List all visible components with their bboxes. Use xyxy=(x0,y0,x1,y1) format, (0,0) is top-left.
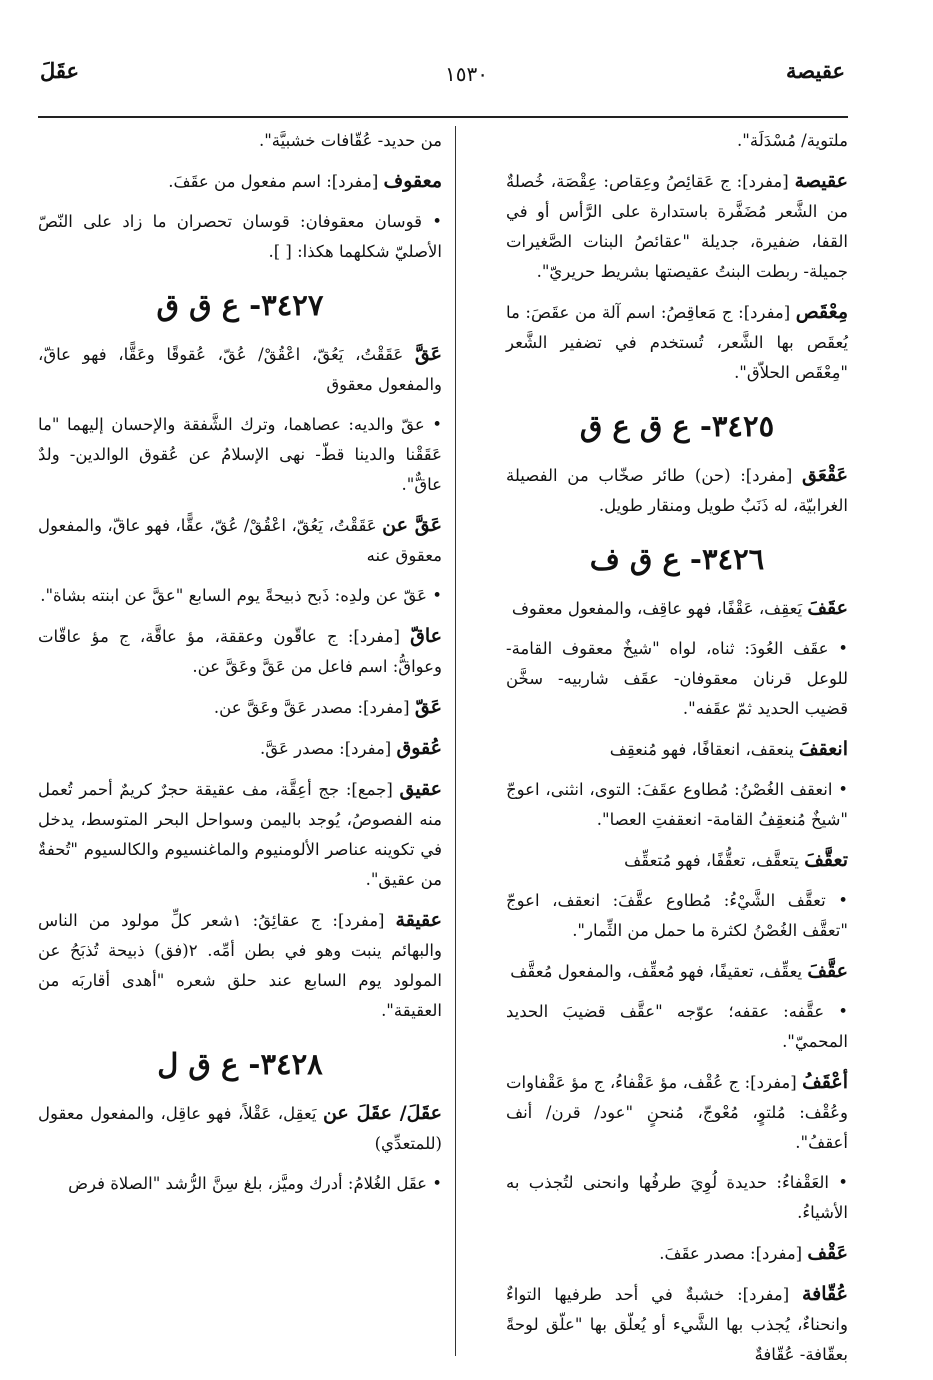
entry-definition: [مفرد]: مصدر عَقَّ. xyxy=(260,739,397,758)
entry-definition: من حديد- عُقّافات خشبيَّة". xyxy=(258,131,442,150)
entry-definition: • العَقْفاءُ: حديدة لُوِيَ طرفُها وانحنى لتُجذب به الأشياءُ. xyxy=(506,1173,848,1222)
dictionary-entry xyxy=(38,126,442,156)
header-divider xyxy=(38,116,848,118)
dictionary-entry xyxy=(38,581,442,611)
column-divider xyxy=(455,126,456,1356)
entry-definition: ينعقف، انعقافًا، فهو مُنعقِف xyxy=(609,740,799,759)
entry-headword: عقيصة xyxy=(794,170,848,192)
entry-definition: [مفرد]: ج عاقّون وعققة، مؤ عاقَّة، ج مؤ عاقّات وعواقُّ: اسم فاعل من عَقَّ وعَقَّ عن. xyxy=(38,627,442,676)
entry-definition: [مفرد]: مصدر عقَفَ. xyxy=(659,1244,808,1263)
dictionary-entry xyxy=(38,621,442,682)
dictionary-entry xyxy=(506,297,848,388)
entry-definition: عَقَقْتُ، يَعُقّ، اعْقُقْ/ عُقّ، عُقوقًا وعَقًّا، فهو عاقّ، والمفعول معقوق xyxy=(38,345,442,394)
entry-definition: [مفرد]: خشبةٌ في أحد طرفيها التواءٌ وانحناءٌ، يُجذب بها الشَّيء أو يُعلّق بها "علّق لوحةً بعقّافة- عُقّافةٌ xyxy=(506,1285,848,1364)
dictionary-entry xyxy=(38,166,442,197)
section-heading: ٣٤٢٦- ع ق ف xyxy=(589,542,765,576)
dictionary-entry xyxy=(38,510,442,571)
right-column xyxy=(506,126,848,1380)
dictionary-entry xyxy=(38,905,442,1026)
entry-definition: • قوسان معقوفان: قوسان تحصران ما زاد على النّصّ الأصليّ شكلهما هكذا: [ ]. xyxy=(38,212,442,261)
entry-definition: [مفرد]: ج عقائِقُ: ١شعر كلِّ مولود من الناس والبهائم ينبت وهو في بطن أمِّه. ٢(فق) ذبيحة تُذبَحُ عن المولود يوم السابع عند حلق شعره "أهدى أقاربَه من العقيقة". xyxy=(38,911,442,1020)
entry-definition: • تعقَّف الشَّيْءُ: مُطاوع عقَّفَ: انعقف، اعوجّ "تعقَّف الغُصْنُ لكثرة ما حمل من الثِّمار". xyxy=(506,891,848,940)
dictionary-entry xyxy=(506,1279,848,1370)
entry-definition: • عقَّفه: عقفه؛ عوّجه "عقَّف قضيبَ الحديد المحميّ". xyxy=(506,1002,848,1051)
dictionary-entry xyxy=(506,126,848,156)
entry-headword: معقوف xyxy=(383,170,442,192)
entry-headword: عقَلَ/ عقَلَ عن xyxy=(322,1102,442,1124)
entry-headword: تعقَّفَ xyxy=(804,849,848,871)
dictionary-entry xyxy=(506,734,848,765)
header-right-word: عقيصة xyxy=(786,58,845,83)
entry-headword: عَقْعَق xyxy=(802,464,848,486)
entry-headword: عَقْف xyxy=(807,1242,848,1264)
entry-definition: يتعقَّف، تعقُّفًا، فهو مُتعقِّف xyxy=(624,851,805,870)
entry-headword: عاقّ xyxy=(410,625,442,647)
section-heading: ٣٤٢٨- ع ق ل xyxy=(157,1047,323,1081)
entry-definition: • عقَف العُودَ: ثناه، لواه "شيخٌ معقوف القامة- للوعل قرنان معقوفان- عقَف شاربيه- سخَّن قضيب الحديد ثمّ عقَفه". xyxy=(506,639,848,718)
entry-definition: عَقَقْتُ، يَعُقّ، اعْقُقْ/ عُقّ، عقًّا، فهو عاقّ، والمفعول معقوق عنه xyxy=(38,516,442,565)
entry-headword: عقيقة xyxy=(395,909,442,931)
entry-headword: عقَّفَ xyxy=(807,960,848,982)
entry-definition: • انعقف الغُصْنُ: مُطاوع عقَفَ: التوى، انثنى، اعوجّ "شيخٌ مُنعقِفُ القامة- انعقفتِ العصا". xyxy=(506,780,848,829)
dictionary-entry xyxy=(506,775,848,835)
entry-definition: [مفرد]: اسم مفعول من عقَفَ. xyxy=(168,172,384,191)
entry-definition: • عقَل الغُلامُ: أدرك وميَّز، بلغ سِنَّ الرُّشد "الصلاة فرض xyxy=(68,1174,442,1193)
dictionary-entry xyxy=(38,339,442,400)
entry-definition: [مفرد]: مصدر عَقَّ وعَقَّ عن. xyxy=(213,698,415,717)
entry-definition: يعقِّف، تعقيفًا، فهو مُعقِّف، والمفعول مُعقَّف xyxy=(510,962,808,981)
entry-headword: عَقّ xyxy=(414,696,442,718)
entry-headword: عَقَّ عن xyxy=(382,514,442,536)
entry-definition: [مفرد]: ج مَعاقِصُ: اسم آلة من عقَصَ: ما يُعقَص بها الشَّعر، تُستخدم في تضفير الشَّعر "مِعْقَص الحلاّق". xyxy=(506,303,848,382)
entry-definition: ملتوية/ مُسْدَلَة". xyxy=(737,131,848,150)
page-number: ١٥٣٠ xyxy=(445,62,488,86)
header-left-word: عقَلَ xyxy=(40,58,80,83)
dictionary-entry xyxy=(506,1067,848,1158)
entry-definition: يَعقِف، عَقْفًا، فهو عاقِف، والمفعول معقوف xyxy=(511,599,808,618)
entry-definition: يَعقِل، عَقْلاً، فهو عاقِل، والمفعول معقول (للمتعدِّي) xyxy=(38,1104,442,1153)
dictionary-entry xyxy=(38,692,442,723)
left-column xyxy=(38,126,442,1209)
dictionary-entry xyxy=(506,1168,848,1228)
dictionary-entry xyxy=(38,1098,442,1159)
dictionary-entry xyxy=(506,166,848,287)
dictionary-entry xyxy=(506,593,848,624)
dictionary-entry xyxy=(38,1169,442,1199)
dictionary-entry xyxy=(38,410,442,500)
dictionary-entry xyxy=(38,207,442,267)
entry-definition: [جمع]: جج أعِقَّة، مف عقيقة حجرٌ كريمٌ أحمر تُعمل منه الفصوصُ، يُوجد باليمن وسواحل البحر المتوسط، يدخل في تكوينه عناصر الألومنيوم والماغنسيوم والكالسيوم "تُحفةٌ من عقيق". xyxy=(38,780,442,889)
entry-definition: • عَقّ عن ولدِه: ذَبح ذبيحةً يوم السابع "عقَّ عن ابنته بشاة". xyxy=(40,586,442,605)
dictionary-entry xyxy=(506,956,848,987)
dictionary-entry xyxy=(38,774,442,895)
entry-definition: • عقّ والديه: عصاهما، وترك الشَّفقة والإحسان إليهما "ما عَقَقْنا والدينا قطّ- نهى الإسلامُ عن عُقوق الوالدين- ولدٌ عاقٌّ". xyxy=(38,415,442,494)
entry-definition: [مفرد]: ج عُقْف، مؤ عَقْفاءُ، ج مؤ عَقْفاوات وعُقْف: مُلتوٍ، مُعْوجّ، مُنحنٍ "عود/ قرن/ أنف أعقفُ". xyxy=(506,1073,848,1152)
section-heading: ٣٤٢٧- ع ق ق xyxy=(156,288,324,322)
dictionary-entry xyxy=(506,1238,848,1269)
entry-headword: أعْقَفُ xyxy=(802,1071,848,1093)
entry-headword: عقَفَ xyxy=(807,597,848,619)
entry-headword: انعقفَ xyxy=(798,738,848,760)
entry-headword: عَقَّ xyxy=(414,343,442,365)
entry-definition: [مفرد]: ج عَقائِصُ وعِقاص: عِقْصَة، خُصلةٌ من الشَّعر مُضَفَّرة باستدارة على الرَّأس أو في القفا، ضفيرة، جديلة "عقائصُ البنات الصَّغيرات جميلة- ربطت البنتُ عقيصتها بشريط حريريّ". xyxy=(506,172,848,281)
entry-definition: [مفرد]: (حن) طائر صخّاب من الفصيلة الغرابيّة، له ذَنَبٌ طويل ومنقار طويل. xyxy=(506,466,848,515)
entry-headword: عُقّافة xyxy=(801,1283,848,1305)
dictionary-entry xyxy=(38,733,442,764)
entry-headword: عُقوق xyxy=(396,737,442,759)
dictionary-entry xyxy=(506,845,848,876)
dictionary-entry xyxy=(506,886,848,946)
dictionary-entry xyxy=(506,634,848,724)
section-heading: ٣٤٢٥- ع ق ع ق xyxy=(579,409,775,443)
dictionary-entry xyxy=(506,997,848,1057)
entry-headword: مِعْقَص xyxy=(795,301,848,323)
entry-headword: عقيق xyxy=(399,778,442,800)
dictionary-entry xyxy=(506,460,848,521)
